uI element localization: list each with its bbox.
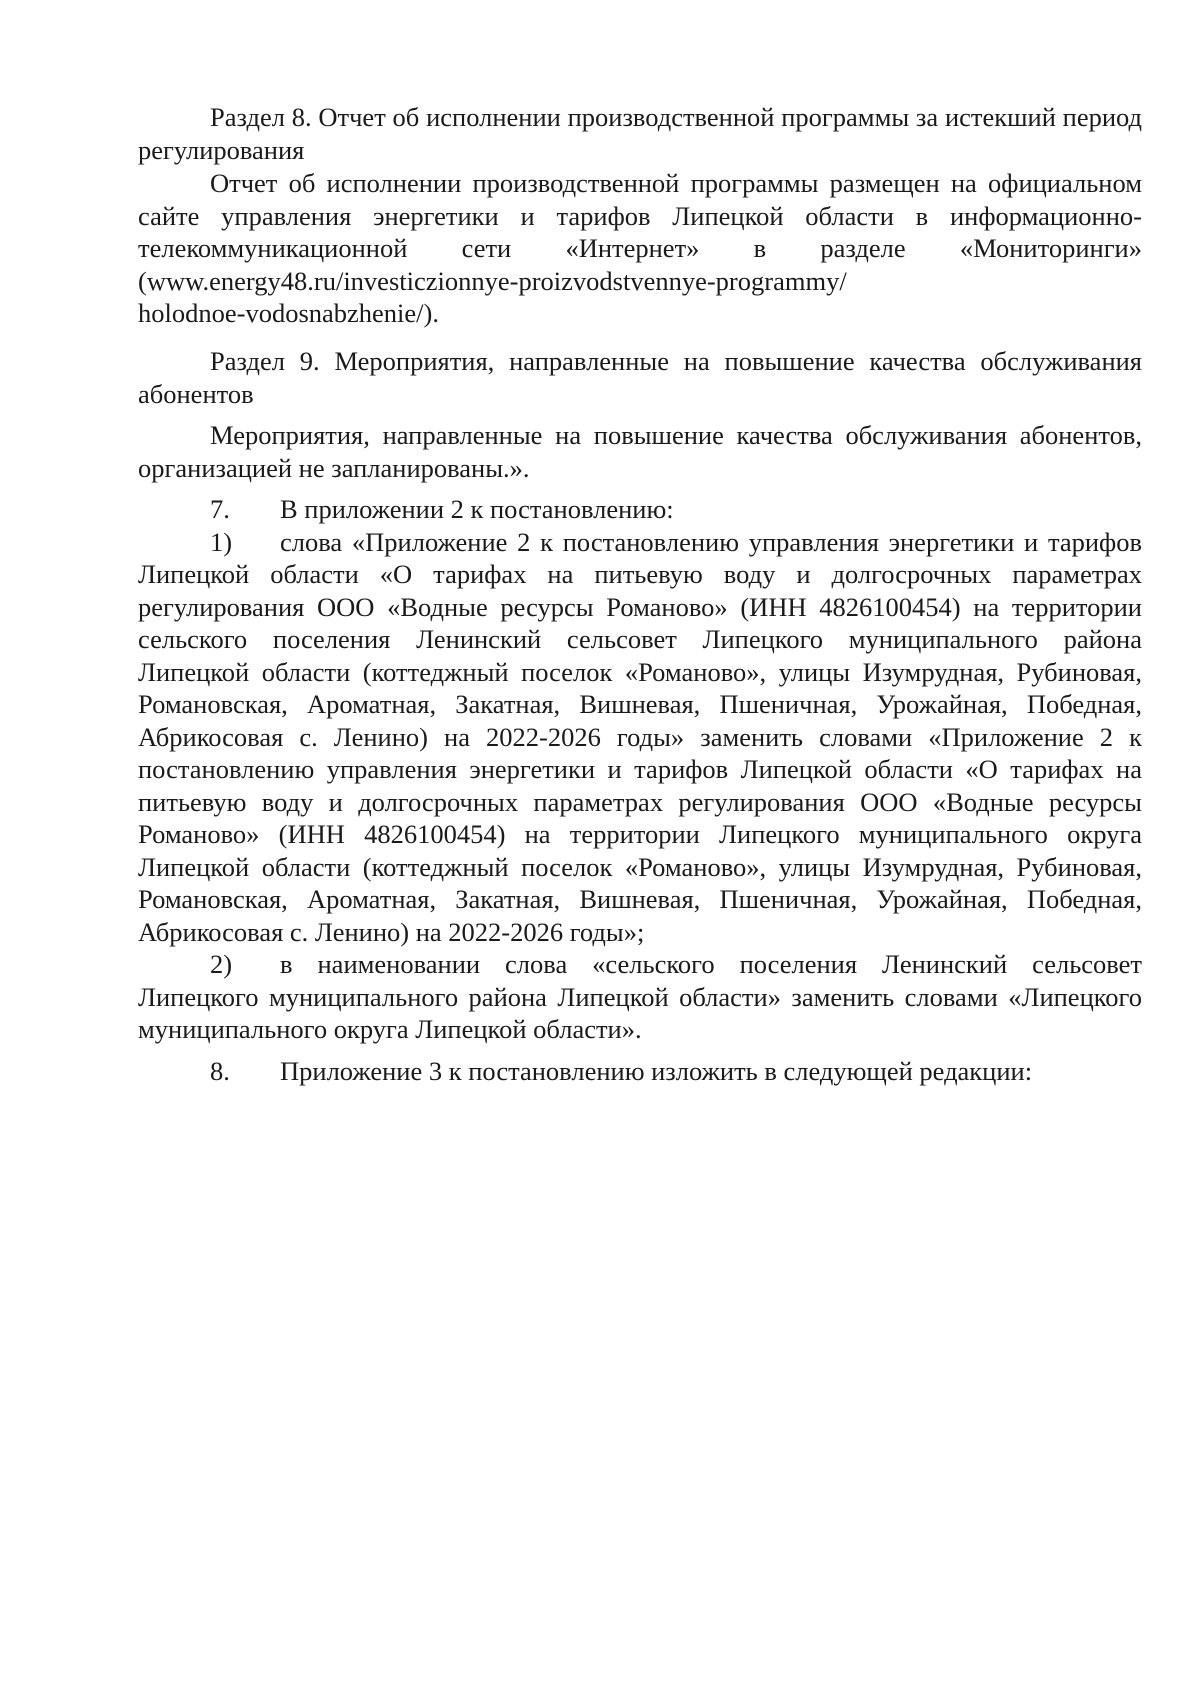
item-7-text: В приложении 2 к постановлению: — [280, 494, 674, 524]
section-9-paragraph: Мероприятия, направленные на повышение качества обслуживания абонентов, организацией не запланированы.». — [138, 420, 1142, 483]
item-7-sub-2-number: 2) — [210, 949, 233, 979]
item-8-number: 8. — [210, 1056, 230, 1086]
report-url-part-1: (www.energy48.ru/investiczionnye-proizvodstvennye-programmy/ — [138, 265, 847, 296]
section-9-body — [138, 419, 1142, 484]
item-7-paragraph — [138, 493, 1142, 526]
section-8-body — [138, 167, 1142, 330]
item-8-text: Приложение 3 к постановлению изложить в следующей редакции: — [280, 1056, 1033, 1086]
item-7-sub-2 — [138, 948, 1142, 1046]
item-7-sub-1-text: слова «Приложение 2 к постановлению управления энергетики и тарифов Липецкой области «О тарифах на питьевую воду и долгосрочных параметрах регулирования ООО «Водные ресурсы Романово» (ИНН 4826100454) на территории сельского поселения Ленинский сельсовет Липецкого муниципального района Липецкой области (коттеджный поселок «Романово», улицы Изумрудная, Рубиновая, Романовская, Ароматная, Закатная, Вишневая, Пшеничная, Урожайная, Победная, Абрикосовая с. Ленино) на 2022-2026 годы» заменить словами «Приложение 2 к постановлению управления энергетики и тарифов Липецкой области «О тарифах на питьевую воду и долгосрочных параметрах регулирования ООО «Водные ресурсы Романово» (ИНН 4826100454) на территории Липецкого муниципального округа Липецкой области (коттеджный поселок «Романово», улицы Изумрудная, Рубиновая, Романовская, Ароматная, Закатная, Вишневая, Пшеничная, Урожайная, Победная, Абрикосовая с. Ленино) на 2022-2026 годы»; — [138, 526, 1142, 947]
section-8-heading: Раздел 8. Отчет об исполнении производственной программы за истекший период регулирования — [138, 102, 1142, 165]
item-7-number: 7. — [210, 494, 230, 524]
item-7 — [138, 493, 1142, 1046]
report-url-part-2: holodnoe-vodosnabzhenie/). — [138, 298, 439, 328]
item-7-sub-1 — [138, 526, 1142, 949]
section-8-paragraph — [138, 167, 1142, 330]
item-7-sub-2-text: в наименовании слова «сельского поселения Ленинский сельсовет Липецкого муниципального района Липецкой области» заменить словами «Липецкого муниципального округа Липецкой области». — [138, 949, 1142, 1044]
item-8 — [138, 1055, 1142, 1088]
section-9-heading: Раздел 9. Мероприятия, направленные на повышение качества обслуживания абонентов — [138, 346, 1142, 409]
section-8-body-text: Отчет об исполнении производственной программы размещен на официальном сайте управления энергетики и тарифов Липецкой области в информационно-телекоммуникационной сети «Интернет» в разделе «Мониторинги» — [138, 168, 1142, 263]
section-8 — [138, 101, 1142, 166]
item-7-sub-1-number: 1) — [210, 526, 233, 557]
section-9 — [138, 345, 1142, 410]
item-8-paragraph — [138, 1055, 1142, 1088]
